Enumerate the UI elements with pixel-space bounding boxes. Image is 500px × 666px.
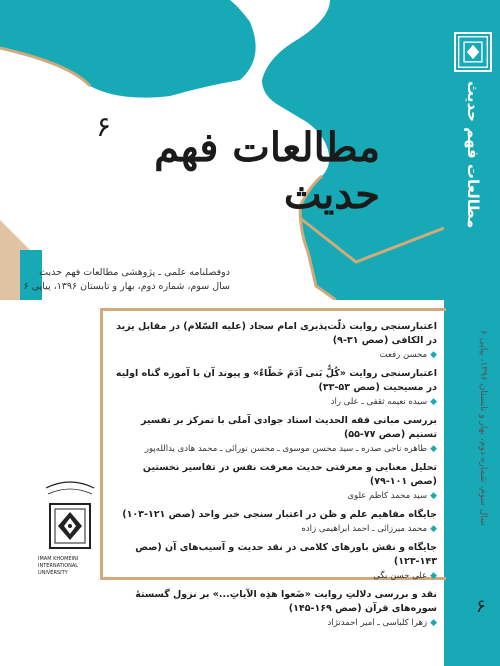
journal-subtitle: دوفصلنامه علمی ـ پژوهشی مطالعات فهم حدیث bbox=[39, 267, 230, 278]
ornament-seal-icon bbox=[454, 32, 492, 72]
article-title: اعتبارسنجی روایت «کُلُّ بَنی آدَمَ خَطّاءٌ» و پیوند آن با آموزه گناه اولیه در مسیحیت (صص ۵۳-۳۳) bbox=[115, 368, 437, 393]
diamond-bullet-icon: ◆ bbox=[430, 397, 437, 407]
spine-title: مطالعات فهم حدیث bbox=[464, 81, 482, 229]
diamond-bullet-icon: ◆ bbox=[430, 350, 437, 360]
university-emblem-icon bbox=[40, 452, 100, 572]
article-authors: محمد میرزائی ـ احمد ابراهیمی زاده bbox=[301, 524, 428, 534]
list-item bbox=[115, 461, 437, 503]
list-item bbox=[115, 541, 437, 583]
article-authors: سیده نعیمه ثقفی ـ علی راد bbox=[330, 397, 428, 407]
article-title: جایگاه و نقش باورهای کلامی در نقد حدیث و آسیب‌های آن (صص ۱۴۳-۱۲۳) bbox=[135, 542, 437, 567]
list-item bbox=[115, 367, 437, 409]
diamond-bullet-icon: ◆ bbox=[430, 618, 437, 628]
article-title: نقد و بررسی دلالتِ روایت «ضَعوا هذِه الآیاتِ...» بر نزول گسستهٔ سوره‌های قرآن (صص ۱۶۹-۱۴۵) bbox=[135, 589, 437, 614]
list-item bbox=[115, 508, 437, 536]
diamond-bullet-icon: ◆ bbox=[430, 524, 437, 534]
article-title: تحلیل معنایی و معرفتی حدیث معرفت نفس در تفاسیر نخستین (صص ۱۰۱-۷۹) bbox=[142, 462, 437, 487]
diamond-bullet-icon: ◆ bbox=[430, 571, 437, 581]
journal-title: مطالعات فهم حدیث bbox=[154, 124, 380, 218]
issue-info: سال سوم، شماره دوم، بهار و تابستان ۱۳۹۶، پیاپی ۶ bbox=[23, 281, 230, 292]
article-title: بررسی مبانی فقه الحدیث استاد جوادی آملی با تمرکز بر تفسیر تسنیم (صص ۷۷-۵۵) bbox=[140, 415, 437, 440]
list-item bbox=[115, 320, 437, 362]
issue-number: ۶ bbox=[96, 110, 112, 143]
article-authors: زهرا کلباسی ـ امیر احمدنژاد bbox=[327, 618, 428, 628]
diamond-bullet-icon: ◆ bbox=[430, 491, 437, 501]
spine-issue-info: سال سوم، شماره دوم، بهار و تابستان ۱۳۹۶، پیاپی ۶ bbox=[478, 330, 488, 526]
table-of-contents bbox=[115, 320, 437, 635]
article-title: اعتبارسنجی روایت ذلّت‌پذیری امام سجاد (علیه السّلام) در مقابل یزید در الکافی (صص ۳۱-۹) bbox=[116, 321, 437, 346]
cover-number: ۶ bbox=[476, 596, 486, 617]
list-item bbox=[115, 414, 437, 456]
article-authors: علی حسن بگی bbox=[373, 571, 428, 581]
diamond-bullet-icon: ◆ bbox=[430, 444, 437, 454]
list-item bbox=[115, 588, 437, 630]
university-name: IMAM KHOMEINI INTERNATIONAL UNIVERSITY bbox=[38, 556, 79, 576]
article-authors: طاهره ناجی صدره ـ سید محسن موسوی ـ محسن نورائی ـ محمد هادی یدالله‌پور bbox=[144, 444, 428, 454]
article-authors: محسن رفعت bbox=[379, 350, 428, 360]
article-authors: سید محمد کاظم علوی bbox=[347, 491, 428, 501]
article-title: جایگاه مفاهیم علم و ظن در اعتبار سنجی خبر واحد (صص ۱۲۱-۱۰۳) bbox=[122, 509, 437, 520]
